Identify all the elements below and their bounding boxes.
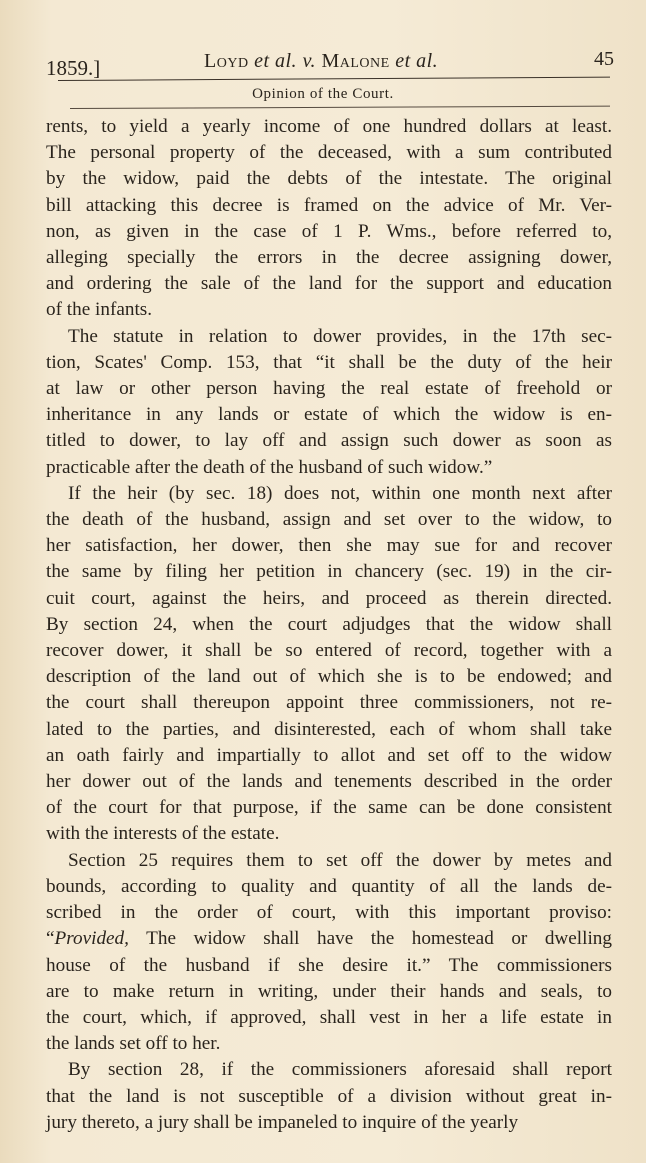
text-line: Section 25 requires them to set off the dower by metes and [68,849,612,871]
text-line: titled to dower, to lay off and assign such dower as soon as [46,430,612,452]
text-line: of the infants. [46,299,153,321]
header-case-title [204,50,438,73]
text-line: The personal property of the deceased, with a sum contributed [46,142,612,164]
text-line: the death of the husband, assign and set over to the widow, to [46,509,612,531]
paragraph [46,114,612,324]
text-line: alleging specially the errors in the decree assigning dower, [46,247,612,269]
text-line: the court shall thereupon appoint three commissioners, not re- [46,692,612,714]
section-subheading: Opinion of the Court. [252,86,394,102]
text-line: her dower out of the lands and tenements described in the order [46,771,612,793]
page-number: 45 [594,48,614,70]
text-line: an oath fairly and impartially to allot and set off to the widow [46,744,612,766]
paragraph [46,848,612,1058]
text-line: non, as given in the case of 1 P. Wms., before referred to, [46,220,612,242]
text-line: “Provided, The widow shall have the homestead or dwelling [46,928,612,950]
body-text [46,114,612,1136]
text-line: practicable after the death of the husband of such widow.” [46,456,493,478]
text-line: of the court for that purpose, if the same can be done consistent [46,797,612,819]
text-line: The statute in relation to dower provides, in the 17th sec- [68,325,612,347]
header-year: 1859.] [46,56,101,80]
text-line: By section 24, when the court adjudges that the widow shall [46,613,612,635]
case-title-italic-1: et al. [254,50,298,72]
case-title-italic-2: et al. [395,50,439,72]
text-line: at law or other person having the real estate of freehold or [46,378,612,400]
text-line: inheritance in any lands or estate of which the widow is en- [46,404,612,426]
paragraph [46,1057,612,1136]
text-line: house of the husband if she desire it.” The commissioners [46,954,612,976]
text-line: rents, to yield a yearly income of one hundred dollars at least. [46,116,612,137]
text-line: By section 28, if the commissioners aforesaid shall report [68,1059,612,1081]
text-line: recover dower, it shall be so entered of record, together with a [46,640,612,662]
case-title-left: Loyd [204,50,249,72]
text-line: the court, which, if approved, shall vest in her a life estate in [46,1006,612,1028]
text-line: that the land is not susceptible of a division without great in- [46,1085,612,1107]
text-line: description of the land out of which she is to be endowed; and [46,666,612,688]
text-line: the lands set off to her. [46,1033,221,1055]
text-line: cuit court, against the heirs, and proceed as therein directed. [46,587,612,609]
case-title-right: Malone [321,50,390,72]
text-line: by the widow, paid the debts of the intestate. The original [46,168,612,190]
text-line: jury thereto, a jury shall be impaneled to inquire of the yearly [46,1111,519,1133]
text-line: are to make return in writing, under their hands and seals, to [46,980,612,1002]
text-line: lated to the parties, and disinterested, each of whom shall take [46,718,612,740]
text-line: her satisfaction, her dower, then she may sue for and recover [46,535,612,557]
text-line: If the heir (by sec. 18) does not, within one month next after [68,482,612,504]
subheading-rule [70,106,610,109]
text-line: the same by filing her petition in chancery (sec. 19) in the cir- [46,561,612,583]
text-line: bill attacking this decree is framed on the advice of Mr. Ver- [46,194,612,216]
text-line: and ordering the sale of the land for the support and education [46,273,612,295]
text-line: scribed in the order of court, with this important proviso: [46,902,612,924]
text-line: tion, Scates' Comp. 153, that “it shall be the duty of the heir [46,351,612,373]
text-line: bounds, according to quality and quantity of all the lands de- [46,875,612,897]
paragraph [46,481,612,848]
text-line: with the interests of the estate. [46,823,280,845]
case-title-middle: v. [302,50,316,72]
paragraph [46,324,612,481]
